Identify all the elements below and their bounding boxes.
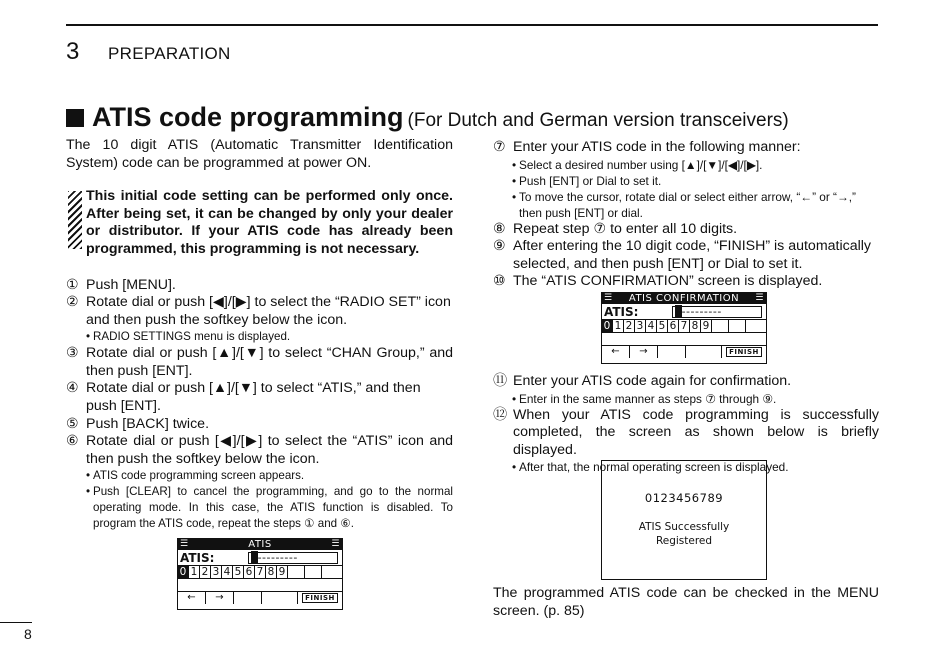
digit-key[interactable]: 0: [602, 320, 613, 332]
digit-key[interactable]: 1: [613, 320, 624, 332]
digit-key[interactable]: 9: [701, 320, 712, 332]
step-7-bullet: • To move the cursor, rotate dial or select either arrow, “←” or “→,” then push [ENT] or dial.: [493, 189, 879, 221]
confirm-atis-label: ATIS:: [604, 305, 639, 319]
chapter-title: PREPARATION: [108, 44, 231, 63]
atis-confirmation-screen: [601, 292, 767, 364]
finish-label: FINISH: [726, 347, 762, 357]
intro-paragraph: The 10 digit ATIS (Automatic Transmitter Identification System) code can be programmed at power ON.: [66, 137, 453, 171]
section-title-main: ATIS code programming: [92, 102, 404, 132]
atis-screen-titlebar: [178, 539, 342, 550]
confirm-code-field: [672, 306, 762, 318]
digit-key[interactable]: 1: [189, 566, 200, 578]
success-message: [602, 520, 766, 548]
digit-key[interactable]: 2: [200, 566, 211, 578]
step-number: ⑦: [493, 139, 506, 155]
blank-softkey: [262, 592, 298, 604]
step-11: [493, 373, 879, 391]
atis-screen: [177, 538, 343, 610]
step-11-bullet: • Enter in the same manner as steps ⑦ through ⑨.: [493, 391, 879, 407]
confirm-code-placeholder: ---------: [681, 305, 722, 318]
step-7-bullet: • Select a desired number using [▲]/[▼]/[◀]/[▶].: [493, 157, 879, 173]
softkey-row: [602, 346, 766, 359]
menu-icon: ☰: [755, 293, 764, 303]
digit-key[interactable]: 8: [266, 566, 277, 578]
step-5: [66, 416, 453, 434]
step-12-bullet: • After that, the normal operating screen is displayed.: [493, 459, 879, 475]
registered-code: 0123456789: [644, 491, 724, 505]
blank-softkey: [686, 346, 722, 358]
step-4: [66, 380, 453, 415]
step-number: ⑨: [493, 238, 506, 255]
digit-key[interactable]: 8: [690, 320, 701, 332]
section-title: [66, 102, 789, 133]
digit-key[interactable]: 4: [222, 566, 233, 578]
step-7-bullet: • Push [ENT] or Dial to set it.: [493, 173, 879, 189]
step-text: The “ATIS CONFIRMATION” screen is displayed.: [513, 273, 823, 290]
success-line-2: Registered: [655, 535, 713, 547]
footer-rule: [0, 622, 32, 623]
menu-icon: ☰: [604, 293, 613, 303]
step-text: Enter your ATIS code again for confirmation.: [513, 372, 792, 389]
step-2: [66, 294, 453, 329]
digit-spacer: [729, 320, 746, 332]
menu-icon: ☰: [180, 539, 189, 549]
atis-screen-title: ATIS: [248, 539, 272, 550]
digit-key[interactable]: 2: [624, 320, 635, 332]
step-number: ③: [66, 345, 79, 362]
success-line-1: ATIS Successfully: [638, 521, 730, 533]
left-arrow-softkey[interactable]: ←: [178, 592, 206, 604]
blank-softkey: [658, 346, 686, 358]
digit-key[interactable]: 3: [211, 566, 222, 578]
step-2-bullet: • RADIO SETTINGS menu is displayed.: [66, 329, 453, 345]
step-text: Push [BACK] twice.: [86, 415, 210, 432]
step-number: ⑥: [66, 433, 79, 450]
step-text: Enter your ATIS code in the following manner:: [513, 139, 801, 155]
step-number: ②: [66, 294, 79, 311]
menu-icon: ☰: [331, 539, 340, 549]
digit-key[interactable]: 7: [679, 320, 690, 332]
step-number: ⑫: [493, 406, 508, 423]
step-number: ⑩: [493, 273, 506, 290]
step-6-bullet: • Push [CLEAR] to cancel the programming, and go to the normal operating mode. In this case, the ATIS function is disabled. To program the ATIS code, repeat the steps ① and ⑥.: [66, 484, 453, 531]
square-bullet-icon: [66, 109, 84, 127]
step-number: ①: [66, 276, 79, 293]
right-arrow-softkey[interactable]: →: [206, 592, 234, 604]
digit-key[interactable]: 6: [668, 320, 679, 332]
closing-paragraph: The programmed ATIS code can be checked in the MENU screen. (p. 85): [493, 585, 879, 619]
caution-hatch-icon: [68, 191, 82, 249]
step-number: ⑤: [66, 415, 79, 432]
warning-text: This initial code setting can be performed only once. After being set, it can be changed by only your dealer or distributor. If your ATIS code has already been programmed, this programming is not necessary.: [86, 188, 453, 257]
softkey-row: [178, 592, 342, 605]
finish-softkey[interactable]: [722, 346, 766, 358]
digit-key[interactable]: 7: [255, 566, 266, 578]
confirm-entry-row: [602, 304, 766, 320]
step-number: ⑪: [493, 372, 508, 389]
blank-row: [178, 579, 342, 592]
cursor: ▮: [251, 551, 258, 564]
digit-spacer: [305, 566, 322, 578]
digit-key[interactable]: 6: [244, 566, 255, 578]
step-9: [493, 238, 879, 273]
step-6: [66, 433, 453, 468]
step-text: Rotate dial or push [▲]/[▼] to select “CHAN Group,” and then push [ENT].: [86, 345, 453, 379]
step-8: [493, 221, 879, 239]
digit-key[interactable]: 0: [178, 566, 189, 578]
warning-note: [66, 188, 453, 258]
digit-key[interactable]: 3: [635, 320, 646, 332]
chapter-number: 3: [66, 38, 80, 65]
blank-softkey: [234, 592, 262, 604]
digit-row: [602, 320, 766, 333]
digit-key[interactable]: 4: [646, 320, 657, 332]
right-arrow-softkey[interactable]: →: [630, 346, 658, 358]
step-text: After entering the 10 digit code, “FINISH” is automatically selected, and then push [ENT] or Dial to set it.: [513, 238, 871, 272]
step-text: Rotate dial or push [▲]/[▼] to select “ATIS,” and then push [ENT].: [86, 380, 421, 414]
atis-label: ATIS:: [180, 551, 215, 565]
page-number: 8: [24, 626, 32, 642]
left-column: [66, 137, 453, 531]
step-12: [493, 407, 879, 460]
step-3: [66, 345, 453, 380]
digit-spacer: [712, 320, 729, 332]
digit-key[interactable]: 9: [277, 566, 288, 578]
finish-label: FINISH: [302, 593, 338, 603]
atis-code-placeholder: ---------: [257, 551, 298, 564]
step-number: ④: [66, 380, 79, 397]
digit-key[interactable]: 5: [233, 566, 244, 578]
step-text: Push [MENU].: [86, 276, 176, 293]
atis-success-screen: [601, 460, 767, 580]
atis-entry-row: [178, 550, 342, 566]
step-text: Repeat step ⑦ to enter all 10 digits.: [513, 220, 738, 237]
atis-code-field: [248, 552, 338, 564]
digit-key[interactable]: 5: [657, 320, 668, 332]
step-text: Rotate dial or push [◀]/[▶] to select the “ATIS” icon and then push the softkey below the icon.: [86, 433, 453, 467]
confirm-screen-title: ATIS CONFIRMATION: [628, 293, 740, 304]
blank-row: [602, 333, 766, 346]
step-1: [66, 277, 453, 295]
step-number: ⑧: [493, 220, 506, 237]
header-rule: [66, 24, 878, 26]
section-subtitle: (For Dutch and German version transceivers): [407, 110, 789, 131]
step-10: [493, 273, 879, 291]
step-6-bullet: • ATIS code programming screen appears.: [66, 468, 453, 484]
step-7: [493, 139, 879, 157]
step-text: When your ATIS code programming is successfully completed, the screen as shown below is briefly displayed.: [513, 406, 879, 458]
digit-spacer: [288, 566, 305, 578]
confirm-screen-titlebar: [602, 293, 766, 304]
finish-softkey[interactable]: [298, 592, 342, 604]
left-arrow-softkey[interactable]: ←: [602, 346, 630, 358]
digit-row: [178, 566, 342, 579]
step-text: Rotate dial or push [◀]/[▶] to select the “RADIO SET” icon and then push the softkey below the icon.: [86, 294, 451, 328]
cursor: ▮: [675, 305, 682, 318]
